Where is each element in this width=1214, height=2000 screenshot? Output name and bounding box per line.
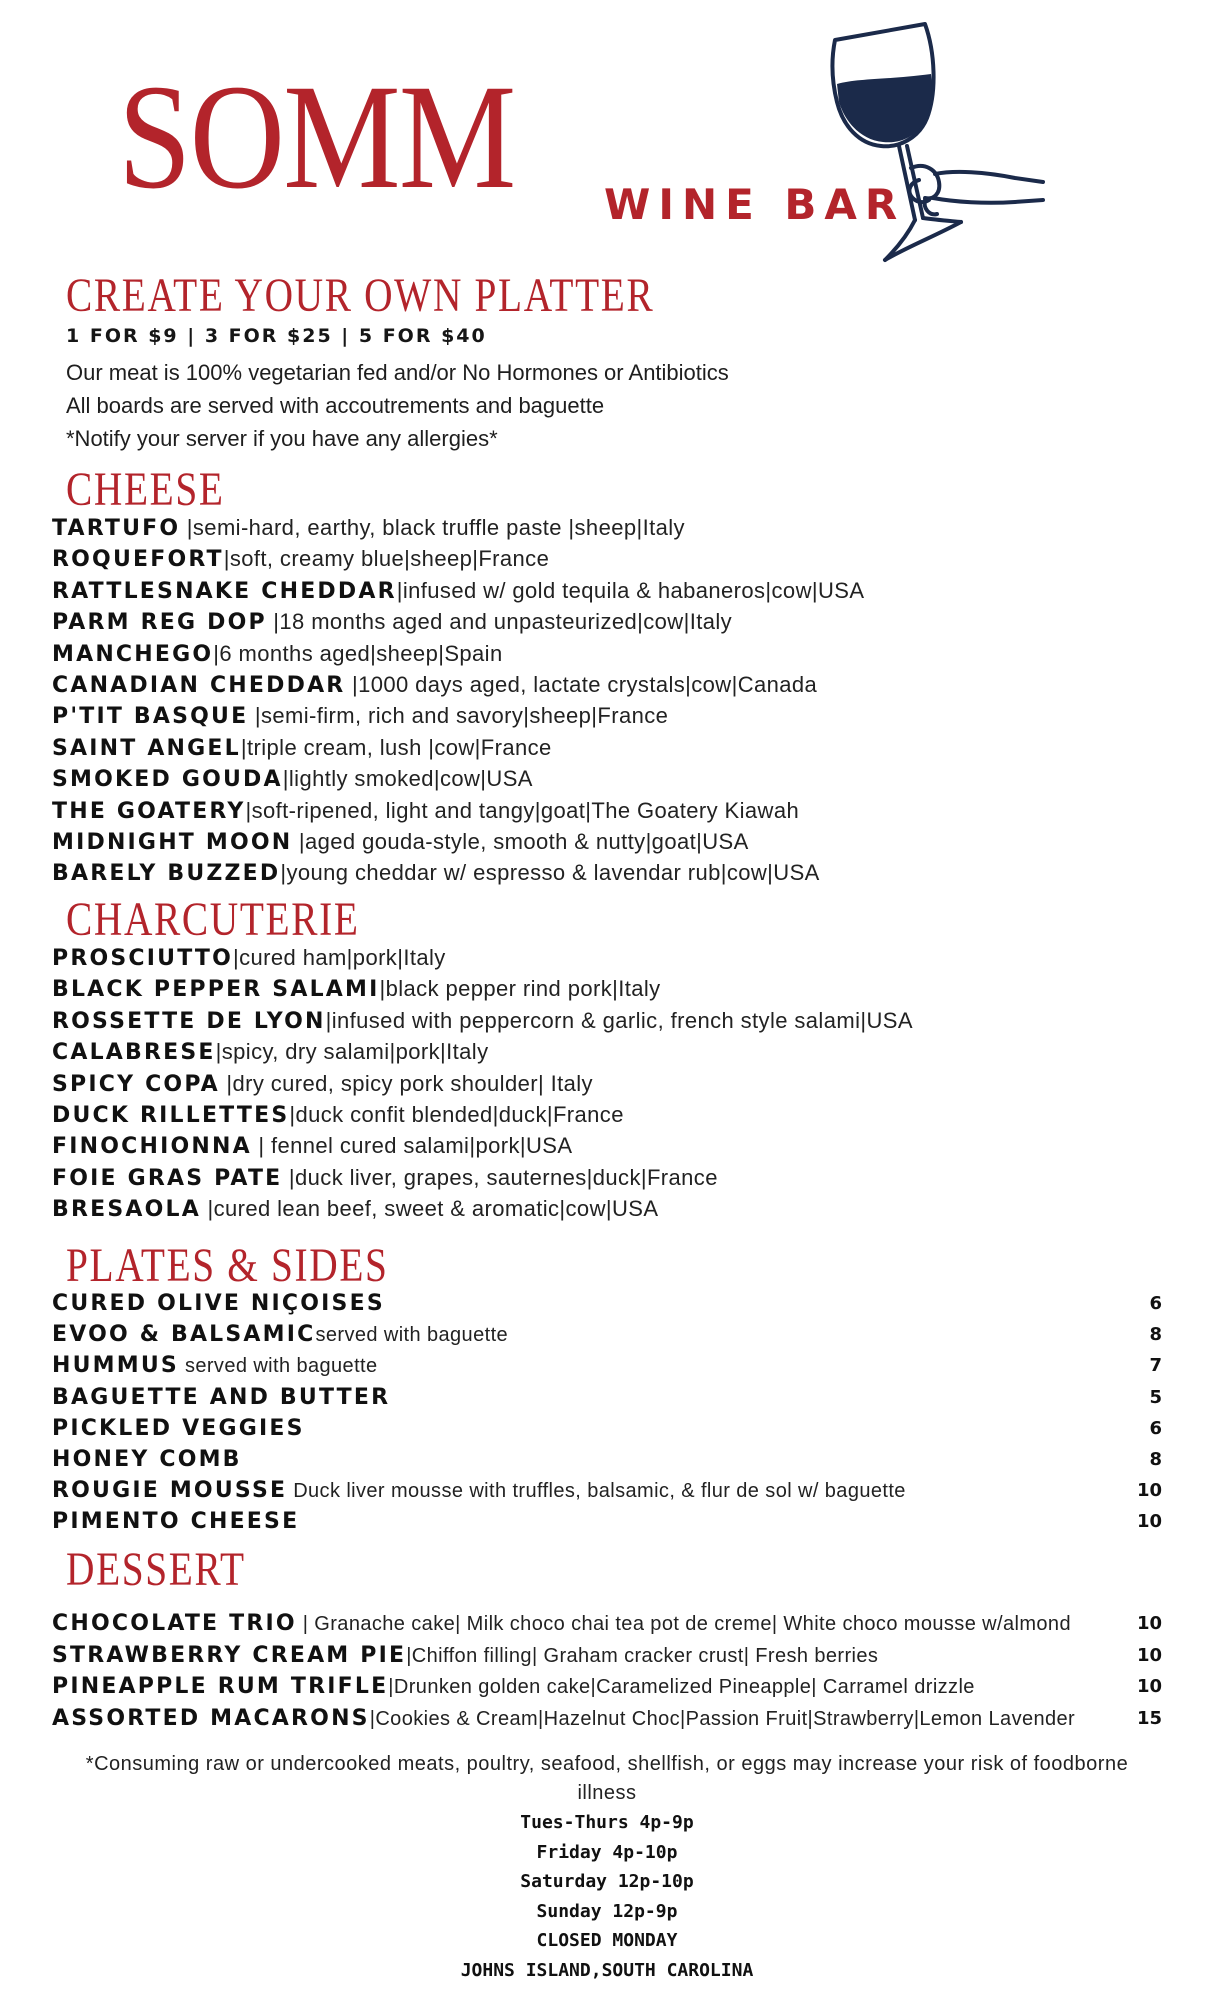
item-price: 7 [1149,1355,1162,1377]
charcuterie-item [52,1130,1162,1161]
item-name: MIDNIGHT MOON [52,829,293,855]
hours-list [0,1808,1214,1985]
item-price: 10 [1136,1676,1162,1697]
footer [0,1750,1214,1985]
logo-somm: SOMM [118,54,515,220]
wine-glass-hand-icon [815,22,1045,272]
plate-item [52,1350,1162,1381]
cheese-item [52,606,1162,637]
item-desc: |triple cream, lush |cow|France [240,734,552,760]
item-price: 15 [1136,1707,1162,1729]
item-desc: |dry cured, spicy pork shoulder| Italy [219,1070,593,1096]
cheese-item [52,732,1162,763]
item-name: HUMMUS [52,1353,179,1379]
item-name: FINOCHIONNA [52,1134,252,1160]
item-name: TARTUFO [52,516,181,541]
plates-list [52,1288,1162,1538]
item-desc: |lightly smoked|cow|USA [282,766,533,792]
item-desc: |cured lean beef, sweet & aromatic|cow|USA [200,1196,659,1222]
cheese-item [52,857,1162,888]
item-desc: |Cookies & Cream|Hazelnut Choc|Passion Fruit|Strawberry|Lemon Lavender [369,1707,1076,1730]
item-price: 10 [1136,1511,1162,1533]
platter-notes [66,356,729,455]
item-desc: |semi-firm, rich and savory|sheep|France [248,703,669,729]
item-name: CALABRESE [52,1040,216,1066]
dessert-item [52,1640,1162,1672]
item-price: 5 [1149,1386,1162,1408]
item-desc: | Granache cake| Milk choco chai tea pot de creme| White choco mousse w/almond [296,1613,1071,1635]
item-desc: |duck confit blended|duck|France [289,1101,624,1127]
item-desc: |spicy, dry salami|pork|Italy [215,1039,489,1065]
item-price: 10 [1136,1644,1162,1666]
item-desc: |Drunken golden cake|Caramelized Pineapple| Carramel drizzle [388,1676,975,1698]
item-desc: served with baguette [315,1324,509,1347]
item-name: CURED OLIVE NIÇOISES [52,1291,385,1316]
cheese-item [52,669,1162,700]
item-name: BRESAOLA [52,1197,201,1223]
item-name: CANADIAN CHEDDAR [52,672,346,698]
item-price: 8 [1149,1448,1162,1470]
item-name: EVOO & BALSAMIC [52,1322,316,1348]
plate-item [52,1382,1162,1413]
item-name: ASSORTED MACARONS [52,1705,370,1731]
item-name: HONEY COMB [52,1446,242,1472]
plate-item [52,1475,1162,1506]
item-name: SAINT ANGEL [52,735,241,761]
item-name: BLACK PEPPER SALAMI [52,977,380,1003]
item-desc: |semi-hard, earthy, black truffle paste |sheep|Italy [180,515,685,540]
cheese-item [52,512,1162,543]
charcuterie-title: CHARCUTERIE [66,893,360,946]
item-price: 10 [1136,1480,1162,1502]
cheese-item [52,763,1162,794]
item-name: PIMENTO CHEESE [52,1509,300,1535]
item-price: 10 [1136,1613,1162,1634]
item-desc: |duck liver, grapes, sauternes|duck|France [282,1164,718,1190]
item-name: RATTLESNAKE CHEDDAR [52,578,397,604]
item-name: ROQUEFORT [52,547,224,573]
charcuterie-item [52,1162,1162,1193]
hours-line: Saturday 12p-10p [520,1871,694,1892]
item-name: P'TIT BASQUE [52,704,249,730]
item-desc: |Chiffon filling| Graham cracker crust| Fresh berries [406,1644,879,1667]
item-name: ROUGIE MOUSSE [52,1478,288,1504]
cheese-item [52,700,1162,731]
item-desc: |soft, creamy blue|sheep|France [223,546,550,572]
item-desc: | fennel cured salami|pork|USA [251,1133,573,1159]
location: JOHNS ISLAND,SOUTH CAROLINA [460,1959,754,1981]
item-name: FOIE GRAS PATE [52,1165,283,1191]
food-safety-disclaimer: *Consuming raw or undercooked meats, poultry, seafood, shellfish, or eggs may increase your risk of foodborne illness [85,1753,1129,1804]
plate-item [52,1288,1162,1319]
plate-item [52,1319,1162,1350]
cheese-item [52,826,1162,857]
platter-note: Our meat is 100% vegetarian fed and/or No Hormones or Antibiotics [66,360,729,385]
charcuterie-item [52,973,1162,1004]
cheese-title: CHEESE [66,463,225,516]
item-desc: |18 months aged and unpasteurized|cow|Italy [266,609,733,635]
item-desc: |1000 days aged, lactate crystals|cow|Canada [345,671,818,697]
platter-title: CREATE YOUR OWN PLATTER [66,269,655,322]
item-desc: |aged gouda-style, smooth & nutty|goat|USA [292,828,749,854]
item-desc: |young cheddar w/ espresso & lavendar rub|cow|USA [280,860,820,886]
cheese-item [52,638,1162,669]
item-desc: |soft-ripened, light and tangy|goat|The Goatery Kiawah [245,797,800,823]
item-name: PARM REG DOP [52,610,267,636]
charcuterie-item [52,942,1162,973]
charcuterie-item [52,1099,1162,1130]
plates-title: PLATES & SIDES [66,1239,389,1292]
item-desc: |black pepper rind pork|Italy [379,976,661,1002]
plate-item [52,1413,1162,1444]
item-name: BAGUETTE AND BUTTER [52,1384,391,1410]
item-desc: |infused with peppercorn & garlic, french style salami|USA [325,1007,913,1033]
closed-day: CLOSED MONDAY [536,1930,678,1951]
item-price: 8 [1149,1324,1162,1346]
item-name: PROSCIUTTO [52,946,234,971]
charcuterie-item [52,1005,1162,1036]
plate-item [52,1506,1162,1537]
item-name: ROSSETTE DE LYON [52,1008,326,1034]
item-price: 6 [1149,1293,1162,1314]
dessert-title: DESSERT [66,1543,246,1596]
item-name: SMOKED GOUDA [52,767,283,793]
item-name: CHOCOLATE TRIO [52,1611,297,1636]
logo-wine-bar: WINE BAR [604,180,906,229]
item-name: SPICY COPA [52,1071,220,1097]
dessert-item [52,1671,1162,1703]
charcuterie-item [52,1068,1162,1099]
cheese-item [52,795,1162,826]
dessert-item [52,1703,1162,1735]
item-name: DUCK RILLETTES [52,1102,290,1128]
item-name: BARELY BUZZED [52,861,281,887]
item-desc: |infused w/ gold tequila & habaneros|cow|USA [396,577,865,603]
dessert-list [52,1608,1162,1734]
hours-line: Friday 4p-10p [536,1841,678,1863]
item-name: STRAWBERRY CREAM PIE [52,1642,407,1668]
platter-note: *Notify your server if you have any allergies* [66,426,498,451]
item-desc: |cured ham|pork|Italy [233,945,446,970]
platter-note: All boards are served with accoutrements and baguette [66,393,605,418]
cheese-item [52,575,1162,606]
item-name: THE GOATERY [52,798,246,824]
hours-line: Sunday 12p-9p [536,1900,678,1922]
item-desc: Duck liver mousse with truffles, balsamic, & flur de sol w/ baguette [287,1480,906,1503]
hours-line: Tues-Thurs 4p-9p [520,1812,694,1833]
charcuterie-list [52,942,1162,1225]
item-name: PINEAPPLE RUM TRIFLE [52,1674,389,1699]
charcuterie-item [52,1036,1162,1067]
platter-pricing: 1 FOR $9 | 3 FOR $25 | 5 FOR $40 [66,325,487,347]
cheese-list [52,512,1162,889]
dessert-item [52,1608,1162,1640]
item-name: PICKLED VEGGIES [52,1415,305,1441]
plate-item [52,1444,1162,1475]
item-desc: |6 months aged|sheep|Spain [213,640,503,666]
cheese-item [52,543,1162,574]
charcuterie-item [52,1193,1162,1224]
item-desc: served with baguette [178,1355,378,1378]
item-price: 6 [1149,1417,1162,1439]
item-name: MANCHEGO [52,641,214,667]
